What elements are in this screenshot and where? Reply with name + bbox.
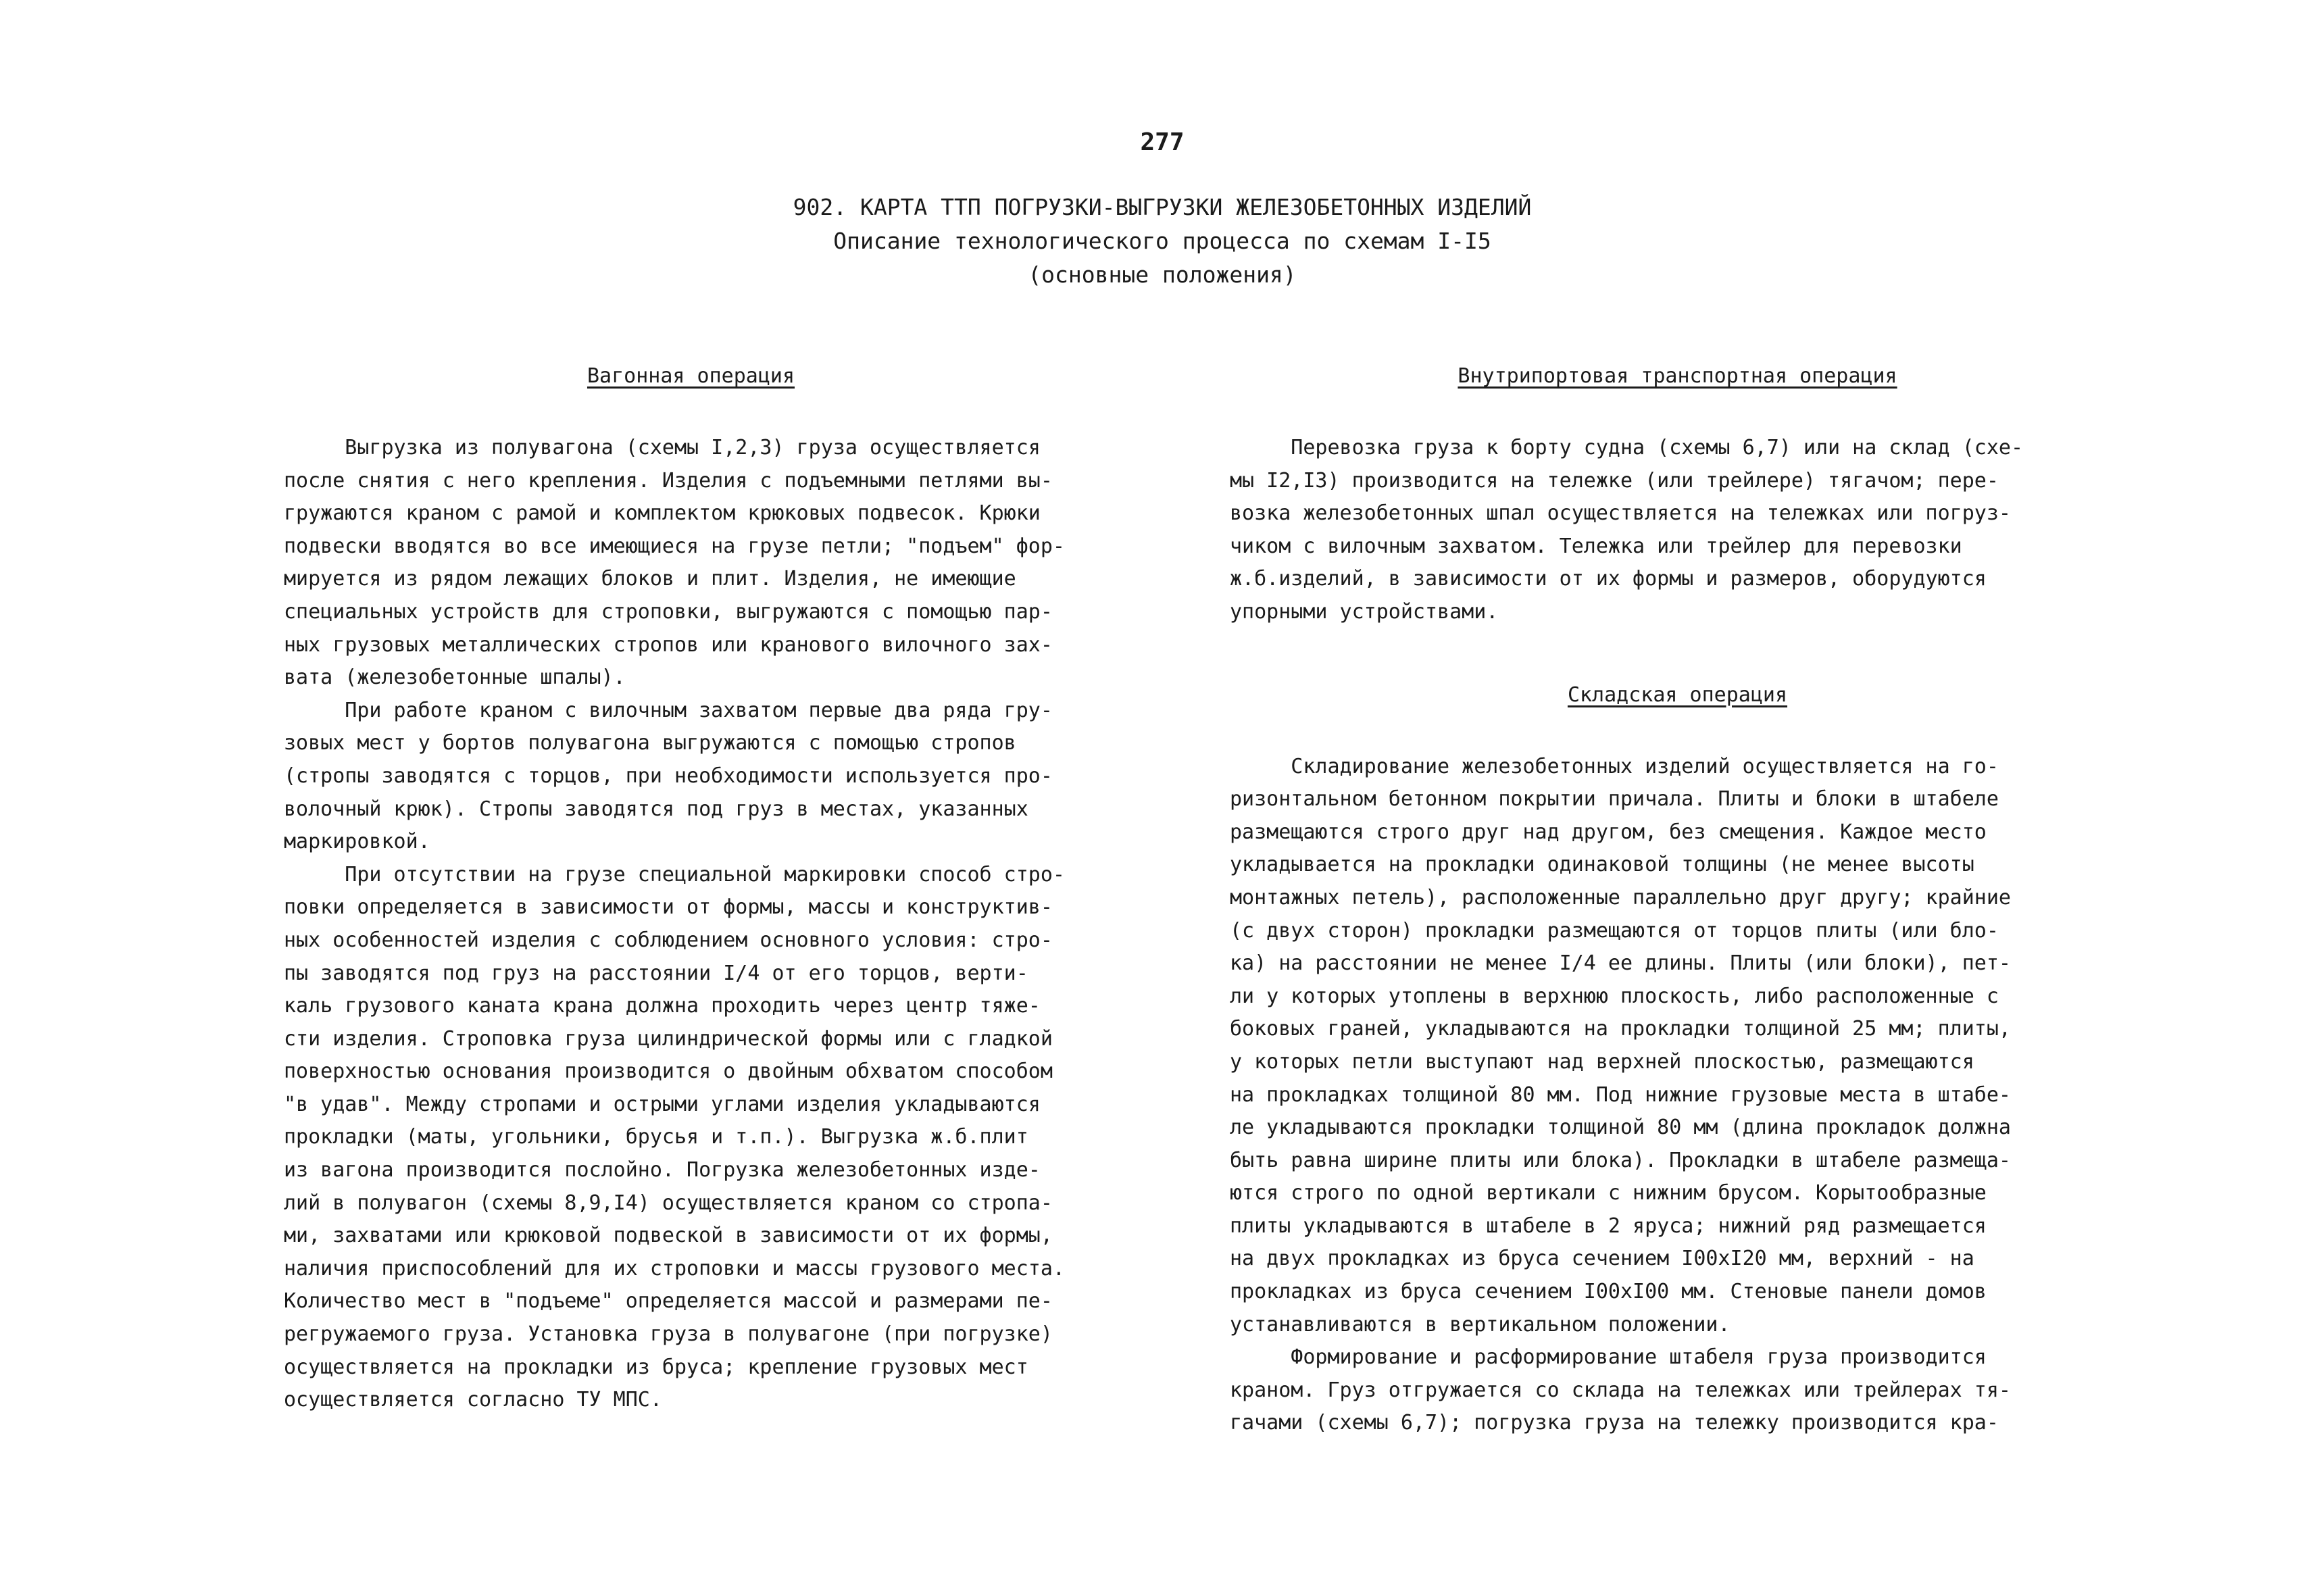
- text-line: Складирование железобетонных изделий осуществляется на го-: [1230, 754, 1999, 778]
- text-line: При работе краном с вилочным захватом первые два ряда гру-: [284, 698, 1053, 722]
- text-line: лий в полувагон (схемы 8,9,I4) осуществляется краном со стропа-: [284, 1191, 1053, 1215]
- text-line: прокладки (маты, угольники, брусья и т.п.). Выгрузка ж.б.плит: [284, 1125, 1028, 1149]
- text-line: пы заводятся под груз на расстоянии I/4 от его торцов, верти-: [284, 961, 1028, 985]
- text-line: прокладках из бруса сечением I00xI00 мм. Стеновые панели домов: [1230, 1280, 1987, 1304]
- text-line: ных грузовых металлических стропов или кранового вилочного зах-: [284, 632, 1053, 657]
- text-line: устанавливаются в вертикальном положении.: [1230, 1312, 1731, 1337]
- text-line: на двух прокладках из бруса сечением I00xI20 мм, верхний - на: [1230, 1247, 1974, 1271]
- text-line: вата (железобетонные шпалы).: [284, 666, 626, 690]
- text-line: возка железобетонных шпал осуществляется на тележках или погруз-: [1230, 501, 2011, 526]
- document-note: (основные положения): [1028, 261, 1297, 288]
- text-line: зовых мест у бортов полувагона выгружаются с помощью стропов: [284, 731, 1016, 755]
- text-line: чиком с вилочным захватом. Тележка или трейлер для перевозки: [1230, 534, 1962, 558]
- text-line: маркировкой.: [284, 830, 430, 854]
- text-line: ж.б.изделий, в зависимости от их формы и размеров, оборудуются: [1230, 567, 1987, 591]
- left-column: [284, 361, 1098, 1417]
- document-header: [608, 191, 1716, 292]
- document-subtitle: Описание технологического процесса по схемам I-I5: [833, 228, 1491, 254]
- text-line: "в удав". Между стропами и острыми углами изделия укладываются: [284, 1092, 1041, 1116]
- text-line: боковых граней, укладываются на прокладки толщиной 25 мм; плиты,: [1230, 1017, 2011, 1041]
- text-line: При отсутствии на грузе специальной маркировки способ стро-: [284, 862, 1065, 887]
- right-column: [1230, 361, 2125, 1440]
- text-line: размещаются строго друг над другом, без смещения. Каждое место: [1230, 820, 1987, 844]
- text-line: Перевозка груза к борту судна (схемы 6,7) или на склад (схе-: [1230, 436, 2023, 459]
- text-line: ли у которых утоплены в верхнюю плоскость, либо расположенные с: [1230, 984, 1999, 1008]
- text-line: мируется из рядом лежащих блоков и плит. Изделия, не имеющие: [284, 567, 1016, 591]
- text-line: монтажных петель), расположенные параллельно друг другу; крайние: [1230, 885, 2011, 909]
- text-line: ются строго по одной вертикали с нижним брусом. Корытообразные: [1230, 1181, 1987, 1205]
- text-line: после снятия с него крепления. Изделия с подъемными петлями вы-: [284, 468, 1053, 493]
- section-heading-storage-operation: Складская операция: [1567, 682, 1788, 707]
- text-line: наличия приспособлений для их строповки и массы грузового места.: [284, 1256, 1065, 1280]
- text-line: Количество мест в "подъеме" определяется массой и размерами пе-: [284, 1289, 1053, 1314]
- text-line: гружаются краном с рамой и комплектом крюковых подвесок. Крюки: [284, 501, 1041, 526]
- storage-operation-text: [1230, 751, 2125, 1440]
- text-line: плиты укладываются в штабеле в 2 яруса; нижний ряд размещается: [1230, 1214, 1987, 1238]
- text-line: из вагона производится послойно. Погрузка железобетонных изде-: [284, 1158, 1041, 1182]
- text-line: гачами (схемы 6,7); погрузка груза на тележку производится кра-: [1230, 1411, 1999, 1435]
- text-line: подвески вводятся во все имеющиеся на грузе петли; "подъем" фор-: [284, 534, 1065, 558]
- text-line: (с двух сторон) прокладки размещаются от торцов плиты (или бло-: [1230, 918, 1999, 943]
- text-line: волочный крюк). Стропы заводятся под груз в местах, указанных: [284, 797, 1028, 821]
- text-line: упорными устройствами.: [1230, 599, 1499, 624]
- text-line: осуществляется на прокладки из бруса; крепление грузовых мест: [284, 1355, 1028, 1379]
- text-line: осуществляется согласно ТУ МПС.: [284, 1388, 662, 1412]
- text-line: каль грузового каната крана должна проходить через центр тяже-: [284, 994, 1041, 1018]
- section-heading-transport-operation: Внутрипортовая транспортная операция: [1458, 364, 1897, 388]
- text-line: ных особенностей изделия с соблюдением основного условия: стро-: [284, 928, 1053, 952]
- text-line: у которых петли выступают над верхней плоскостью, размещаются: [1230, 1049, 1974, 1074]
- document-title: 902. КАРТА ТТП ПОГРУЗКИ-ВЫГРУЗКИ ЖЕЛЕЗОБЕТОННЫХ ИЗДЕЛИЙ: [793, 194, 1532, 220]
- text-line: сти изделия. Строповка груза цилиндрической формы или с гладкой: [284, 1026, 1053, 1051]
- text-line: на прокладках толщиной 80 мм. Под нижние грузовые места в штабе-: [1230, 1082, 2011, 1107]
- section-heading-wagon-operation: Вагонная операция: [587, 364, 795, 388]
- transport-operation-text: [1230, 432, 2125, 629]
- text-line: ле укладываются прокладки толщиной 80 мм (длина прокладок должна: [1230, 1116, 2011, 1140]
- text-line: поверхностью основания производится о двойным обхватом способом: [284, 1059, 1053, 1084]
- page-number: 277: [1140, 128, 1185, 156]
- text-line: регружаемого груза. Установка груза в полувагоне (при погрузке): [284, 1322, 1053, 1347]
- left-column-text: [284, 432, 1098, 1417]
- text-line: ризонтальном бетонном покрытии причала. Плиты и блоки в штабеле: [1230, 787, 1999, 812]
- text-line: Формирование и расформирование штабеля груза производится: [1230, 1345, 1987, 1370]
- text-line: повки определяется в зависимости от формы, массы и конструктив-: [284, 895, 1053, 920]
- text-line: мы I2,I3) производится на тележке (или трейлере) тягачом; пере-: [1230, 468, 1999, 493]
- text-line: быть равна ширине плиты или блока). Прокладки в штабеле размеща-: [1230, 1148, 2011, 1172]
- text-line: специальных устройств для строповки, выгружаются с помощью пар-: [284, 599, 1053, 624]
- text-line: ми, захватами или крюковой подвеской в зависимости от их формы,: [284, 1224, 1053, 1248]
- text-line: (стропы заводятся с торцов, при необходимости используется про-: [284, 764, 1053, 788]
- text-line: Выгрузка из полувагона (схемы I,2,3) груза осуществляется: [284, 436, 1041, 459]
- text-line: укладывается на прокладки одинаковой толщины (не менее высоты: [1230, 853, 1974, 877]
- text-line: краном. Груз отгружается со склада на тележках или трейлерах тя-: [1230, 1378, 2011, 1402]
- text-line: ка) на расстоянии не менее I/4 ее длины. Плиты (или блоки), пет-: [1230, 951, 2011, 976]
